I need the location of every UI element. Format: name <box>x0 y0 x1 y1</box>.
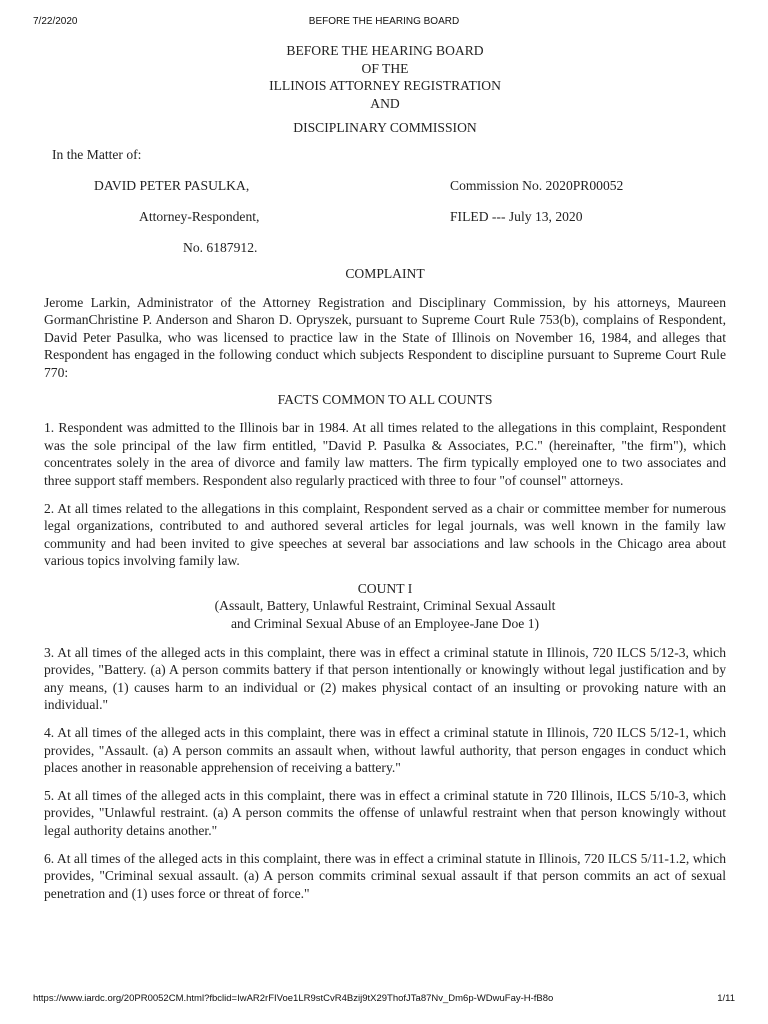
document-body <box>44 42 726 902</box>
heading-line-3: ILLINOIS ATTORNEY REGISTRATION <box>269 78 501 94</box>
paragraph-4: 4. At all times of the alleged acts in this complaint, there was in effect a criminal statute in Illinois, 720 ILCS 5/12-1, which provides, "Assault. (a) A person commits an assault when, without lawful authority, that person engages in conduct which places another in reasonable apprehension of receiving a battery." <box>44 725 726 776</box>
heading-line-1: BEFORE THE HEARING BOARD <box>286 43 484 58</box>
print-header <box>33 16 735 30</box>
print-url[interactable]: https://www.iardc.org/20PR0052CM.html?fbclid=IwAR2rFIVoe1LR9stCvR4Bzij9tX29ThofJTa87Nv_Dm6p-WDwuFay-H-fB8o <box>33 993 554 1004</box>
document-heading <box>44 42 726 137</box>
paragraph-6: 6. At all times of the alleged acts in this complaint, there was in effect a criminal statute in Illinois, 720 ILCS 5/11-1.2, which provides, "Criminal sexual assault. (a) A person commits criminal sexual assault if that person commits an act of sexual penetration and (1) uses force or threat of force." <box>44 850 726 901</box>
commission-number: Commission No. 2020PR00052 <box>450 177 624 193</box>
respondent-number: No. 6187912. <box>183 239 258 255</box>
count-1-subtitle-line-1: (Assault, Battery, Unlawful Restraint, Criminal Sexual Assault <box>214 598 556 614</box>
print-date: 7/22/2020 <box>33 16 78 27</box>
filed-date: FILED --- July 13, 2020 <box>450 208 583 224</box>
paragraph-5: 5. At all times of the alleged acts in this complaint, there was in effect a criminal statute in 720 Illinois, ILCS 5/10-3, which provides, "Unlawful restraint. (a) A person commits the offense of unlawful restraint when that person knowingly without legal authority detains another." <box>44 787 726 838</box>
paragraph-1: 1. Respondent was admitted to the Illinois bar in 1984. At all times related to the allegations in this complaint, Respondent was the sole principal of the law firm entitled, "David P. Pasulka & Associates, P.C." (hereinafter, "the firm"), which concentrates solely in the area of divorce and family law matters. The firm typically employed one to two associates and three support staff members. Respondent also regularly practiced with three to four "of counsel" attorneys. <box>44 420 726 488</box>
count-1-subtitle-line-2: and Criminal Sexual Abuse of an Employee-Jane Doe 1) <box>230 616 540 632</box>
count-1-heading <box>44 580 726 633</box>
paragraph-2: 2. At all times related to the allegations in this complaint, Respondent served as a chair or committee member for numerous legal organizations, contributed to and authored several articles for legal journals, was well known in the family law community and had been invited to give speeches at several bar associations and law schools in the Chicago area about various topics involving family law. <box>44 500 726 569</box>
heading-line-4: AND <box>370 95 400 111</box>
print-title: BEFORE THE HEARING BOARD <box>308 16 460 27</box>
count-1-title: COUNT I <box>357 580 413 596</box>
heading-line-2: OF THE <box>361 60 409 76</box>
case-caption <box>44 146 726 255</box>
page-counter: 1/11 <box>717 993 735 1004</box>
in-the-matter-label: In the Matter of: <box>52 146 142 162</box>
intro-paragraph: Jerome Larkin, Administrator of the Attorney Registration and Disciplinary Commission, by his attorneys, Maureen GormanChristine P. Anderson and Sharon D. Opryszek, pursuant to Supreme Court Rule 753(b), complains of Respondent, David Peter Pasulka, who was licensed to practice law in the State of Illinois on November 16, 1984, and alleges that Respondent has engaged in the following conduct which subjects Respondent to discipline pursuant to Supreme Court Rule 770: <box>44 294 726 380</box>
paragraph-3: 3. At all times of the alleged acts in this complaint, there was in effect a criminal statute in Illinois, 720 ILCS 5/12-3, which provides, "Battery. (a) A person commits battery if that person intentionally or knowingly without legal justification and by any means, (1) causes harm to an individual or (2) makes physical contact of an insulting or provoking nature with an individual." <box>44 644 726 713</box>
complaint-title: COMPLAINT <box>345 265 425 281</box>
respondent-role: Attorney-Respondent, <box>139 208 260 224</box>
facts-title: FACTS COMMON TO ALL COUNTS <box>277 391 493 407</box>
respondent-name: DAVID PETER PASULKA, <box>94 177 250 193</box>
heading-line-5: DISCIPLINARY COMMISSION <box>293 120 477 136</box>
print-footer <box>33 993 735 1007</box>
